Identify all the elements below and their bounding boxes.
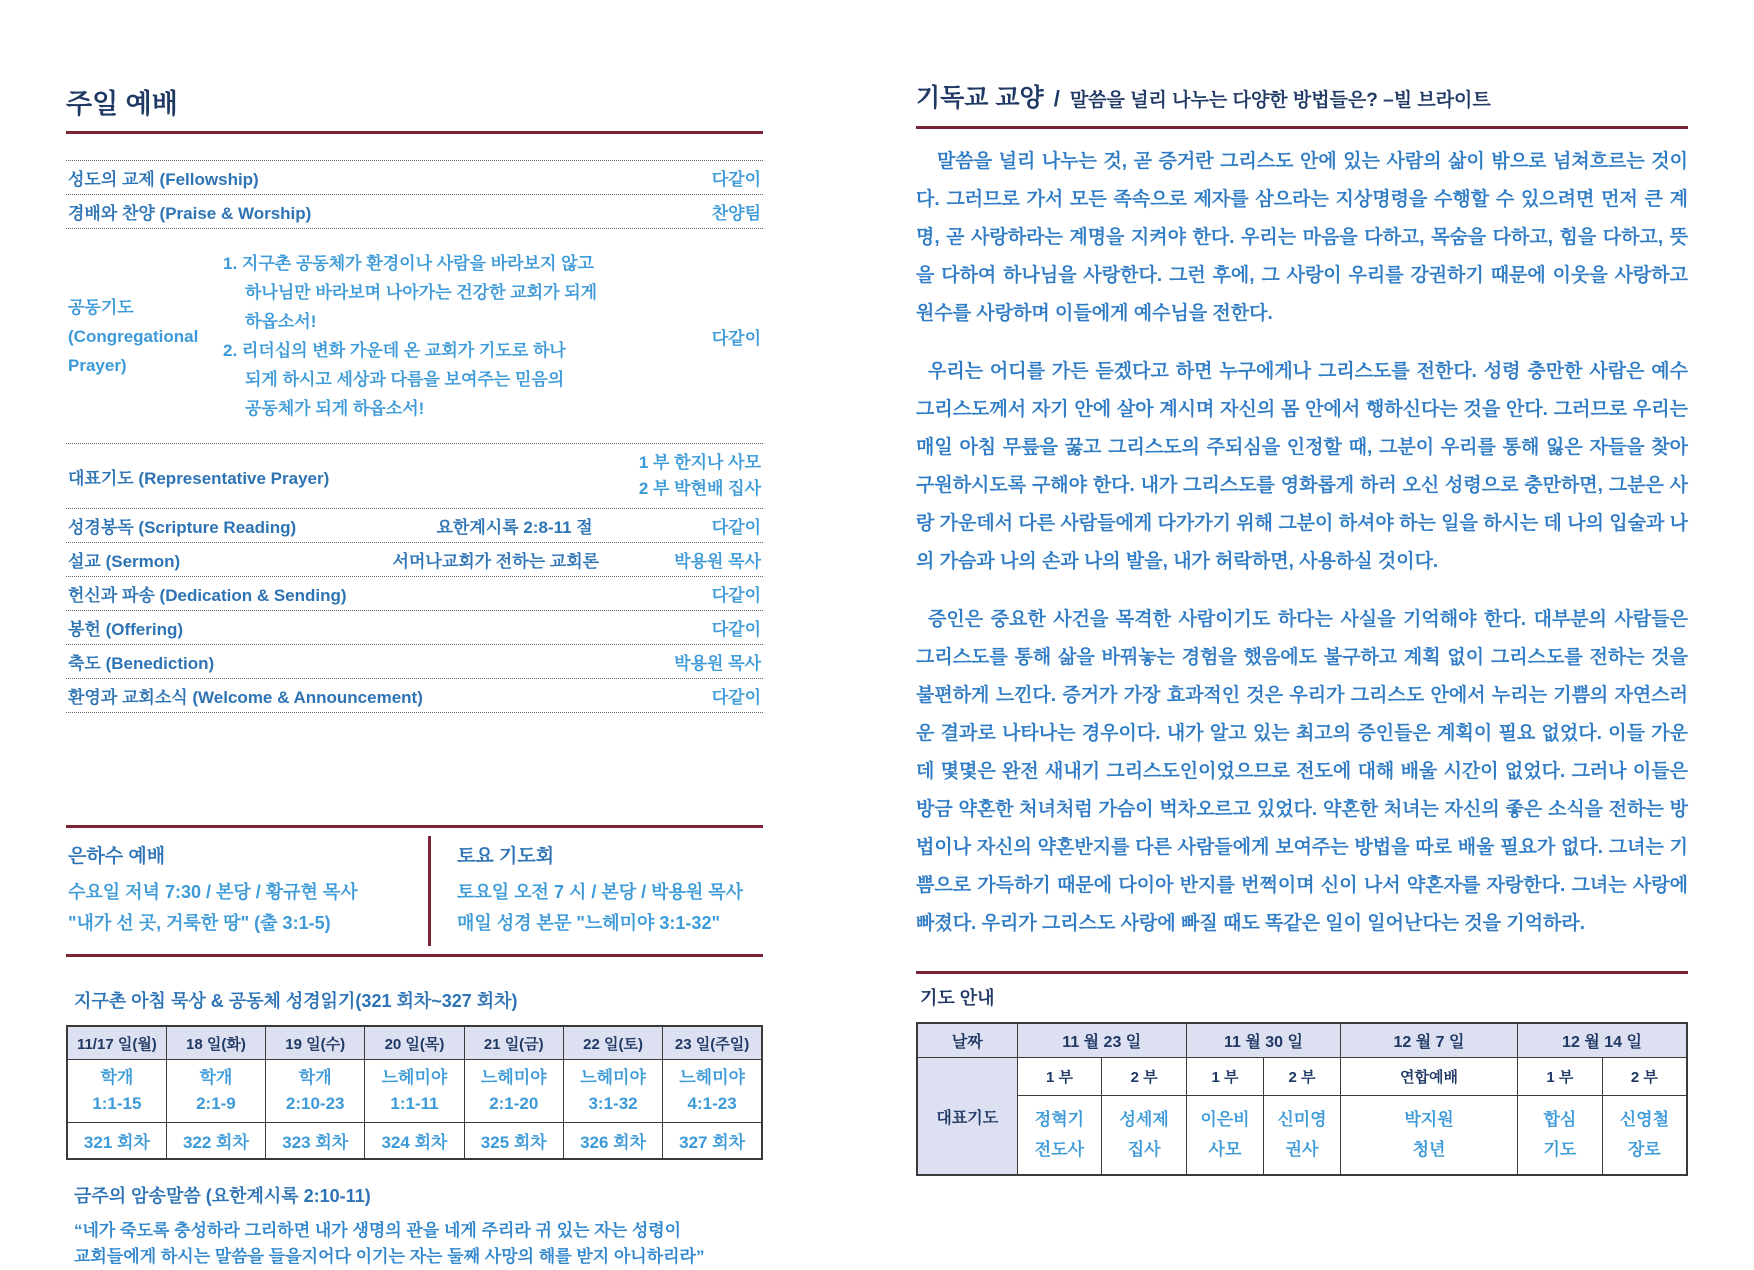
row-label: 축도 (Benediction) bbox=[68, 654, 215, 673]
title-separator: / bbox=[1053, 86, 1060, 111]
reading-passage-cell bbox=[166, 1060, 265, 1123]
row-performer: 다같이 bbox=[711, 328, 761, 348]
prayer-guide-table bbox=[916, 1022, 1688, 1176]
reading-round-cell: 327 회차 bbox=[663, 1123, 762, 1160]
worship-order-table bbox=[66, 160, 763, 713]
person-name: 성세제 bbox=[1119, 1110, 1169, 1129]
row-performer: 박용원 목사 bbox=[674, 552, 761, 571]
passage-verses: 3:1-32 bbox=[588, 1094, 638, 1113]
date-header-cell: 12 월 7 일 bbox=[1340, 1023, 1517, 1058]
person-title: 장로 bbox=[1627, 1140, 1661, 1159]
date-header-cell: 11 월 30 일 bbox=[1186, 1023, 1340, 1058]
section-title: 기독교 교양 bbox=[916, 84, 1044, 112]
reading-round-cell: 322 회차 bbox=[166, 1123, 265, 1160]
passage-book: 학개 bbox=[199, 1068, 233, 1087]
saturday-prayer-passage: 매일 성경 본문 "느헤미야 3:1-32" bbox=[457, 913, 720, 933]
bible-reading-title: 지구촌 아침 묵상 & 공동체 성경읽기(321 회차~327 회차) bbox=[74, 991, 518, 1011]
row-label: 설교 (Sermon) bbox=[68, 552, 181, 571]
person-title: 기도 bbox=[1543, 1140, 1577, 1159]
prayer-part-row bbox=[917, 1058, 1687, 1096]
congregational-label-line: (Congregational bbox=[68, 326, 199, 346]
congregational-label bbox=[68, 293, 223, 380]
reading-round-cell: 323 회차 bbox=[266, 1123, 365, 1160]
person-title: 청년 bbox=[1412, 1140, 1446, 1159]
reading-header-row bbox=[67, 1026, 762, 1060]
part-cell: 2 부 bbox=[1102, 1058, 1187, 1096]
person-name: 박지원 bbox=[1404, 1110, 1454, 1129]
part-cell: 연합예배 bbox=[1340, 1058, 1517, 1096]
reading-passage-cell bbox=[563, 1060, 662, 1123]
row-label: 봉헌 (Offering) bbox=[68, 620, 183, 639]
bible-reading-table bbox=[66, 1025, 763, 1160]
reading-day-header: 20 일(목) bbox=[365, 1026, 464, 1060]
part-cell: 2 부 bbox=[1263, 1058, 1340, 1096]
midweek-services-section bbox=[66, 825, 763, 957]
row-performer: 다같이 bbox=[711, 620, 761, 639]
row-performer: 다같이 bbox=[711, 586, 761, 605]
galaxy-worship-title: 은하수 예배 bbox=[68, 846, 166, 867]
prayer-item-line: 2. 리더십의 변화 가운데 온 교회가 기도로 하나 bbox=[223, 341, 566, 360]
saturday-prayer-info: 토요일 오전 7 시 / 본당 / 박용원 목사 bbox=[457, 882, 744, 902]
reading-round-cell: 326 회차 bbox=[563, 1123, 662, 1160]
sunday-worship-title: 주일 예배 bbox=[66, 82, 763, 134]
passage-verses: 1:1-15 bbox=[92, 1094, 142, 1113]
congregational-label-line: Prayer) bbox=[68, 355, 127, 375]
performer-line: 1 부 한지나 사모 bbox=[638, 453, 761, 472]
person-name: 신미영 bbox=[1277, 1110, 1327, 1129]
memory-verse-section bbox=[66, 1182, 763, 1270]
prayer-item-line: 하옵소서! bbox=[245, 312, 317, 331]
part-cell: 1 부 bbox=[1017, 1058, 1102, 1096]
reading-round-row bbox=[67, 1123, 762, 1160]
reading-day-header: 19 일(수) bbox=[266, 1026, 365, 1060]
row-detail: 서머나교회가 전하는 교회론 bbox=[392, 552, 600, 571]
person-cell bbox=[1186, 1096, 1263, 1176]
person-name: 정혁기 bbox=[1034, 1110, 1085, 1129]
prayer-guide-section bbox=[916, 971, 1688, 1176]
row-label: 대표기도 (Representative Prayer) bbox=[68, 468, 330, 488]
passage-book: 학개 bbox=[298, 1068, 332, 1087]
galaxy-worship-info: 수요일 저녁 7:30 / 본당 / 황규현 목사 bbox=[68, 882, 358, 902]
row-performer bbox=[639, 448, 761, 504]
worship-row-dedication bbox=[66, 577, 763, 611]
prayer-item-line: 되게 하시고 세상과 다름을 보여주는 믿음의 bbox=[245, 370, 565, 389]
worship-row-offering bbox=[66, 611, 763, 645]
reading-day-header: 23 일(주일) bbox=[663, 1026, 762, 1060]
section-rule bbox=[916, 971, 1688, 974]
part-cell: 1 부 bbox=[1518, 1058, 1603, 1096]
date-header-cell: 11 월 23 일 bbox=[1017, 1023, 1186, 1058]
part-cell: 1 부 bbox=[1186, 1058, 1263, 1096]
article-paragraph: 말씀을 널리 나누는 것, 곧 증거란 그리스도 안에 있는 사람의 삶이 밖으로 넘쳐흐르는 것이다. 그러므로 가서 모든 족속으로 제자를 삼으라는 지상명령을 수행할 수 있으려면 먼저 큰 계명, 곧 사랑하라는 계명을 지켜야 한다. 우리는 마음을 다하고, 목숨을 다하고, 힘을 다하고, 뜻을 다하여 하나님을 사랑한다. 그런 후에, 그 사랑이 우리를 강권하기 때문에 이웃을 사랑하고 원수를 사랑하며 이들에게 예수님을 전한다. bbox=[916, 151, 1688, 324]
galaxy-worship-box bbox=[66, 828, 428, 954]
reading-passage-cell bbox=[266, 1060, 365, 1123]
prayer-item-line: 1. 지구촌 공동체가 환경이나 사람을 바라보지 않고 bbox=[223, 254, 594, 273]
worship-row-sermon bbox=[66, 543, 763, 577]
left-page bbox=[66, 0, 763, 1270]
person-cell bbox=[1263, 1096, 1340, 1176]
reading-round-cell: 325 회차 bbox=[464, 1123, 563, 1160]
row-performer: 다같이 bbox=[711, 688, 761, 707]
article-paragraph: 증인은 중요한 사건을 목격한 사람이기도 하다는 사실을 기억해야 한다. 대부분의 사람들은 그리스도를 통해 삶을 바꿔놓는 경험을 했음에도 불구하고 계획 없이 그리스도를 전하는 것을 불편하게 느낀다. 증거가 가장 효과적인 것은 우리가 그리스도 안에서 누리는 기쁨의 자연스러운 결과로 나타나는 경우이다. 내가 알고 있는 최고의 증인들은 계획이 필요 없었다. 이들 가운데 몇몇은 완전 새내기 그리스도인이었으므로 전도에 대해 배울 시간이 없었다. 그러나 이들은 방금 약혼한 처녀처럼 가슴이 벅차오르고 있었다. 약혼한 처녀는 자신의 좋은 소식을 전하는 방법이나 자신의 약혼반지를 다른 사람들에게 보여주는 방법을 따로 배울 필요가 없다. 그녀는 기쁨으로 가득하기 때문에 다이아 반지를 번쩍이며 신이 나서 약혼자를 자랑한다. 그녀는 사랑에 빠졌다. 우리가 그리스도 사랑에 빠질 때도 똑같은 일이 일어난다는 것을 기억하라. bbox=[916, 609, 1688, 934]
prayer-date-row bbox=[917, 1023, 1687, 1058]
reading-round-cell: 321 회차 bbox=[67, 1123, 166, 1160]
person-name: 신영철 bbox=[1619, 1110, 1670, 1129]
performer-line: 2 부 박현배 집사 bbox=[638, 479, 761, 498]
worship-row-representative-prayer bbox=[66, 444, 763, 509]
passage-book: 느헤미야 bbox=[580, 1068, 646, 1087]
row-performer: 다같이 bbox=[711, 518, 761, 537]
row-performer: 박용원 목사 bbox=[674, 654, 761, 673]
row-label: 경배와 찬양 (Praise & Worship) bbox=[68, 204, 312, 223]
passage-book: 느헤미야 bbox=[480, 1068, 547, 1087]
passage-book: 학개 bbox=[100, 1068, 134, 1087]
person-cell bbox=[1518, 1096, 1603, 1176]
prayer-item-line: 공동체가 되게 하옵소서! bbox=[245, 399, 425, 418]
passage-verses: 4:1-23 bbox=[687, 1094, 737, 1113]
reading-passage-cell bbox=[365, 1060, 464, 1123]
person-cell bbox=[1340, 1096, 1517, 1176]
passage-verses: 1:1-11 bbox=[390, 1094, 439, 1113]
prayer-items bbox=[223, 233, 689, 439]
congregational-label-line: 공동기도 bbox=[68, 297, 134, 317]
reading-day-header: 11/17 일(월) bbox=[67, 1026, 166, 1060]
person-cell bbox=[1102, 1096, 1187, 1176]
saturday-prayer-title: 토요 기도회 bbox=[457, 846, 555, 867]
person-cell bbox=[1017, 1096, 1102, 1176]
passage-verses: 2:1-20 bbox=[489, 1094, 539, 1113]
galaxy-worship-verse: "내가 선 곳, 거룩한 땅" (출 3:1-5) bbox=[68, 913, 331, 933]
person-title: 전도사 bbox=[1034, 1140, 1085, 1159]
reading-passage-cell bbox=[67, 1060, 166, 1123]
person-cell bbox=[1602, 1096, 1687, 1176]
worship-row-fellowship bbox=[66, 160, 763, 195]
reading-day-header: 21 일(금) bbox=[464, 1026, 563, 1060]
reading-day-header: 18 일(화) bbox=[166, 1026, 265, 1060]
worship-row-praise bbox=[66, 195, 763, 229]
worship-row-scripture-reading bbox=[66, 509, 763, 543]
part-cell: 2 부 bbox=[1602, 1058, 1687, 1096]
passage-verses: 2:10-23 bbox=[285, 1094, 345, 1113]
reading-passage-row bbox=[67, 1060, 762, 1123]
row-label: 성경봉독 (Scripture Reading) bbox=[68, 518, 297, 537]
passage-verses: 2:1-9 bbox=[196, 1094, 236, 1113]
row-performer: 찬양팀 bbox=[711, 204, 761, 223]
article-title: 말씀을 널리 나누는 다양한 방법들은? –빌 브라이트 bbox=[1069, 90, 1491, 111]
passage-book: 느헤미야 bbox=[679, 1068, 745, 1087]
person-title: 사모 bbox=[1208, 1140, 1242, 1159]
reading-round-cell: 324 회차 bbox=[365, 1123, 464, 1160]
passage-book: 느헤미야 bbox=[381, 1068, 448, 1087]
reading-passage-cell bbox=[464, 1060, 563, 1123]
row-detail: 요한계시록 2:8-11 절 bbox=[436, 518, 593, 537]
prayer-person-row bbox=[917, 1096, 1687, 1176]
row-label: 환영과 교회소식 (Welcome & Announcement) bbox=[68, 688, 423, 707]
date-header-cell: 12 월 14 일 bbox=[1518, 1023, 1687, 1058]
saturday-prayer-box bbox=[431, 828, 763, 954]
person-name: 이은비 bbox=[1200, 1110, 1250, 1129]
person-title: 권사 bbox=[1285, 1140, 1319, 1159]
prayer-item-line: 하나님만 바라보며 나아가는 건강한 교회가 되게 bbox=[245, 283, 598, 302]
row-label: 헌신과 파송 (Dedication & Sending) bbox=[68, 586, 347, 605]
worship-row-congregational-prayer bbox=[66, 229, 763, 444]
person-title: 집사 bbox=[1127, 1140, 1161, 1159]
memory-verse-line: “네가 죽도록 충성하라 그리하면 내가 생명의 관을 네게 주리라 귀 있는 자는 성령이 bbox=[74, 1221, 682, 1240]
article-paragraph: 우리는 어디를 가든 듣겠다고 하면 누구에게나 그리스도를 전한다. 성령 충만한 사람은 예수 그리스도께서 자기 안에 살아 계시며 자신의 몸 안에서 행하신다는 것을 안다. 그러므로 우리는 매일 아침 무릎을 꿇고 그리스도의 주되심을 인정할 때, 그분이 우리를 통해 잃은 자들을 찾아 구원하시도록 구해야 한다. 내가 그리스도를 영화롭게 하러 오신 성령으로 충만하면, 그분은 사랑 가운데서 다른 사람들에게 다가가기 위해 그분이 하셔야 하는 일을 하시는 데 나의 입술과 나의 가슴과 나의 손과 나의 발을, 내가 허락하면, 사용하실 것이다. bbox=[916, 361, 1688, 572]
worship-row-benediction bbox=[66, 645, 763, 679]
date-label-cell: 날짜 bbox=[917, 1023, 1017, 1058]
memory-verse-line: 교회들에게 하시는 말씀을 들을지어다 이기는 자는 둘째 사망의 해를 받지 아니하리라” bbox=[74, 1247, 705, 1266]
row-label: 성도의 교제 (Fellowship) bbox=[68, 170, 259, 189]
reading-passage-cell bbox=[663, 1060, 762, 1123]
right-page bbox=[916, 0, 1688, 1176]
row-label-cell: 대표기도 bbox=[917, 1058, 1017, 1176]
reading-day-header: 22 일(토) bbox=[563, 1026, 662, 1060]
christian-education-title bbox=[916, 78, 1688, 129]
row-performer: 다같이 bbox=[711, 170, 761, 189]
person-name: 합심 bbox=[1543, 1110, 1577, 1129]
prayer-guide-title: 기도 안내 bbox=[920, 988, 995, 1008]
memory-verse-heading: 금주의 암송말씀 (요한계시록 2:10-11) bbox=[74, 1186, 371, 1206]
worship-row-welcome bbox=[66, 679, 763, 713]
